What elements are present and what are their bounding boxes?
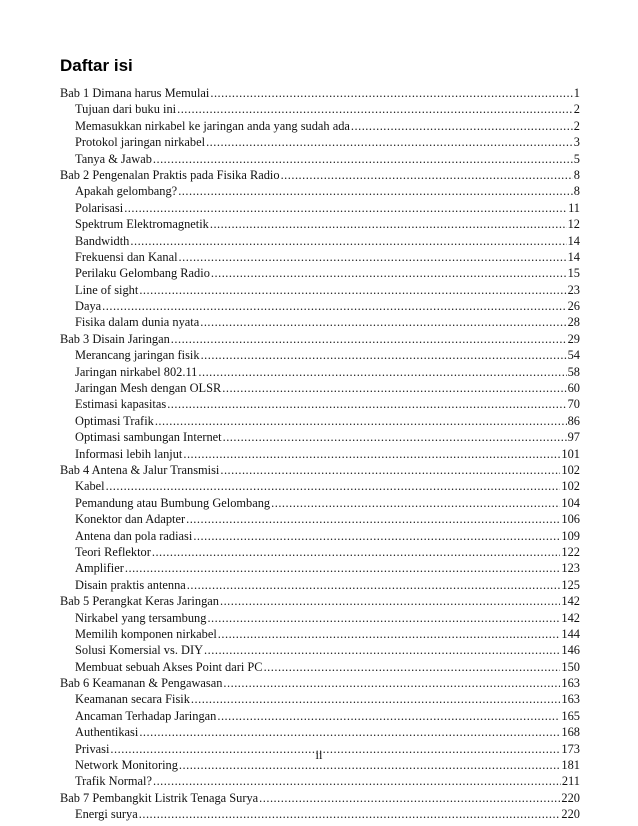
toc-leader-dots xyxy=(220,462,560,478)
toc-section-entry xyxy=(60,396,580,412)
toc-leader-dots xyxy=(207,610,560,626)
toc-section-entry xyxy=(60,626,580,642)
toc-section-entry xyxy=(60,708,580,724)
toc-entry-title: Energi surya xyxy=(75,807,138,822)
toc-section-entry xyxy=(60,118,580,134)
toc-entry-page: 109 xyxy=(561,528,580,543)
toc-leader-dots xyxy=(183,446,560,462)
toc-entry-page: 60 xyxy=(567,381,580,396)
toc-leader-dots xyxy=(153,773,561,789)
toc-entry-title: Keamanan secara Fisik xyxy=(75,692,190,707)
toc-leader-dots xyxy=(124,200,567,216)
toc-entry-title: Amplifier xyxy=(75,561,124,576)
toc-leader-dots xyxy=(139,724,560,740)
toc-leader-dots xyxy=(217,708,560,724)
toc-chapter-entry xyxy=(60,593,580,609)
toc-leader-dots xyxy=(281,167,573,183)
toc-entry-page: 142 xyxy=(561,594,580,609)
toc-entry-page: 150 xyxy=(561,659,580,674)
toc-chapter-entry xyxy=(60,462,580,478)
toc-chapter-entry xyxy=(60,85,580,101)
toc-entry-title: Tanya & Jawab xyxy=(75,151,152,166)
toc-entry-title: Bab 7 Pembangkit Listrik Tenaga Surya xyxy=(60,790,259,805)
toc-entry-title: Informasi lebih lanjut xyxy=(75,446,183,461)
toc-leader-dots xyxy=(211,265,567,281)
toc-leader-dots xyxy=(200,314,566,330)
toc-chapter-entry xyxy=(60,790,580,806)
toc-entry-title: Daya xyxy=(75,299,102,314)
toc-entry-title: Bab 1 Dimana harus Memulai xyxy=(60,86,210,100)
toc-leader-dots xyxy=(167,396,566,412)
toc-entry-title: Bandwidth xyxy=(75,233,130,248)
toc-entry-page: 28 xyxy=(567,315,580,330)
toc-entry-page: 211 xyxy=(561,774,580,789)
toc-section-entry xyxy=(60,151,580,167)
toc-entry-title: Antena dan pola radiasi xyxy=(75,528,193,543)
toc-leader-dots xyxy=(106,478,561,494)
toc-entry-page: 14 xyxy=(567,249,580,264)
toc-entry-page: 123 xyxy=(561,561,580,576)
toc-entry-page: 12 xyxy=(567,217,580,232)
toc-entry-title: Line of sight xyxy=(75,282,139,297)
toc-section-entry xyxy=(60,478,580,494)
toc-entry-page: 54 xyxy=(567,348,580,363)
toc-entry-title: Estimasi kapasitas xyxy=(75,397,167,412)
toc-entry-title: Perilaku Gelombang Radio xyxy=(75,266,210,281)
toc-section-entry xyxy=(60,610,580,626)
toc-entry-page: 101 xyxy=(561,446,580,461)
toc-entry-page: 86 xyxy=(567,413,580,428)
toc-section-entry xyxy=(60,446,580,462)
toc-leader-dots xyxy=(264,659,561,675)
toc-leader-dots xyxy=(259,790,560,806)
toc-entry-title: Bab 5 Perangkat Keras Jaringan xyxy=(60,594,219,609)
toc-section-entry xyxy=(60,528,580,544)
toc-leader-dots xyxy=(177,101,573,117)
toc-section-entry xyxy=(60,577,580,593)
toc-leader-dots xyxy=(191,691,560,707)
toc-leader-dots xyxy=(218,626,561,642)
toc-entry-page: 102 xyxy=(561,479,580,494)
toc-section-entry xyxy=(60,724,580,740)
toc-entry-title: Membuat sebuah Akses Point dari PC xyxy=(75,659,263,674)
toc-entry-title: Kabel xyxy=(75,479,105,494)
toc-section-entry xyxy=(60,200,580,216)
toc-entry-page: 8 xyxy=(573,167,580,182)
toc-entry-title: Optimasi Trafik xyxy=(75,413,154,428)
toc-section-entry xyxy=(60,183,580,199)
toc-section-entry xyxy=(60,691,580,707)
toc-entry-page: 70 xyxy=(567,397,580,412)
toc-section-entry xyxy=(60,511,580,527)
toc-leader-dots xyxy=(178,183,573,199)
toc-leader-dots xyxy=(171,331,567,347)
toc-entry-page: 8 xyxy=(573,184,580,199)
toc-section-entry xyxy=(60,282,580,298)
toc-entry-title: Teori Reflektor xyxy=(75,544,151,559)
toc-entry-page: 11 xyxy=(568,200,580,215)
toc-leader-dots xyxy=(206,134,573,150)
toc-section-entry xyxy=(60,347,580,363)
toc-entry-title: Disain praktis antenna xyxy=(75,577,186,592)
toc-leader-dots xyxy=(102,298,566,314)
toc-entry-page: 2 xyxy=(573,102,580,117)
toc-entry-title: Bab 6 Keamanan & Pengawasan xyxy=(60,676,223,691)
toc-entry-title: Ancaman Terhadap Jaringan xyxy=(75,708,217,723)
toc-leader-dots xyxy=(198,364,566,380)
toc-section-entry xyxy=(60,560,580,576)
toc-leader-dots xyxy=(139,806,561,822)
toc-entry-title: Frekuensi dan Kanal xyxy=(75,249,178,264)
toc-entry-title: Merancang jaringan fisik xyxy=(75,348,200,363)
toc-chapter-entry xyxy=(60,167,580,183)
toc-section-entry xyxy=(60,216,580,232)
toc-entry-page: 58 xyxy=(567,364,580,379)
toc-section-entry xyxy=(60,773,580,789)
toc-entry-page: 5 xyxy=(573,151,580,166)
toc-chapter-entry xyxy=(60,331,580,347)
toc-entry-page: 29 xyxy=(567,331,580,346)
toc-leader-dots xyxy=(130,233,566,249)
toc-entry-page: 125 xyxy=(561,577,580,592)
toc-leader-dots xyxy=(223,429,567,445)
toc-entry-title: Bab 2 Pengenalan Praktis pada Fisika Radio xyxy=(60,167,280,182)
toc-entry-page: 146 xyxy=(561,643,580,658)
toc-section-entry xyxy=(60,806,580,822)
toc-entry-title: Fisika dalam dunia nyata xyxy=(75,315,200,330)
toc-entry-page: 1 xyxy=(573,86,580,100)
toc-entry-page: 165 xyxy=(561,708,580,723)
toc-entry-page: 173 xyxy=(561,741,580,756)
toc-entry-title: Privasi xyxy=(75,741,110,756)
toc-entry-page: 3 xyxy=(573,135,580,150)
toc-section-entry xyxy=(60,659,580,675)
toc-section-entry xyxy=(60,429,580,445)
toc-leader-dots xyxy=(201,347,567,363)
toc-section-entry xyxy=(60,134,580,150)
toc-entry-page: 102 xyxy=(561,462,580,477)
table-of-contents xyxy=(60,85,580,823)
toc-leader-dots xyxy=(222,380,566,396)
toc-entry-page: 220 xyxy=(561,790,580,805)
toc-entry-page: 220 xyxy=(561,807,580,822)
toc-leader-dots xyxy=(271,495,560,511)
toc-entry-page: 23 xyxy=(567,282,580,297)
page-number: ii xyxy=(315,748,323,762)
toc-entry-page: 2 xyxy=(573,118,580,133)
toc-leader-dots xyxy=(155,413,567,429)
toc-entry-title: Polarisasi xyxy=(75,200,124,215)
toc-entry-page: 144 xyxy=(561,626,580,641)
toc-section-entry xyxy=(60,314,580,330)
toc-entry-title: Bab 3 Disain Jaringan xyxy=(60,331,170,346)
toc-section-entry xyxy=(60,364,580,380)
toc-entry-page: 14 xyxy=(567,233,580,248)
toc-entry-title: Memilih komponen nirkabel xyxy=(75,626,217,641)
toc-leader-dots xyxy=(125,560,561,576)
toc-section-entry xyxy=(60,298,580,314)
toc-entry-title: Memasukkan nirkabel ke jaringan anda yang sudah ada xyxy=(75,118,350,133)
toc-entry-title: Apakah gelombang? xyxy=(75,184,178,199)
toc-entry-title: Konektor dan Adapter xyxy=(75,512,186,527)
toc-leader-dots xyxy=(153,151,573,167)
toc-entry-title: Solusi Komersial vs. DIY xyxy=(75,643,204,658)
toc-leader-dots xyxy=(351,118,573,134)
toc-entry-title: Protokol jaringan nirkabel xyxy=(75,135,206,150)
toc-entry-title: Bab 4 Antena & Jalur Transmisi xyxy=(60,462,220,477)
toc-section-entry xyxy=(60,495,580,511)
toc-entry-title: Jaringan Mesh dengan OLSR xyxy=(75,381,222,396)
toc-entry-title: Network Monitoring xyxy=(75,758,178,773)
toc-section-entry xyxy=(60,544,580,560)
toc-entry-title: Trafik Normal? xyxy=(75,774,152,789)
toc-entry-page: 168 xyxy=(561,725,580,740)
toc-leader-dots xyxy=(186,511,560,527)
toc-leader-dots xyxy=(210,85,572,101)
toc-section-entry xyxy=(60,249,580,265)
toc-leader-dots xyxy=(220,593,560,609)
toc-entry-title: Authentikasi xyxy=(75,725,139,740)
toc-leader-dots xyxy=(223,675,560,691)
toc-section-entry xyxy=(60,413,580,429)
toc-leader-dots xyxy=(187,577,561,593)
toc-entry-page: 163 xyxy=(561,692,580,707)
toc-entry-title: Optimasi sambungan Internet xyxy=(75,430,222,445)
toc-entry-page: 163 xyxy=(561,676,580,691)
toc-leader-dots xyxy=(210,216,567,232)
toc-entry-page: 104 xyxy=(561,495,580,510)
toc-entry-page: 142 xyxy=(561,610,580,625)
toc-leader-dots xyxy=(204,642,560,658)
toc-leader-dots xyxy=(193,528,560,544)
toc-section-entry xyxy=(60,642,580,658)
toc-entry-page: 181 xyxy=(561,758,580,773)
toc-entry-page: 26 xyxy=(567,299,580,314)
toc-entry-title: Spektrum Elektromagnetik xyxy=(75,217,209,232)
toc-entry-title: Tujuan dari buku ini xyxy=(75,102,177,117)
toc-section-entry xyxy=(60,265,580,281)
page-title: Daftar isi xyxy=(60,56,133,75)
toc-entry-title: Pemandung atau Bumbung Gelombang xyxy=(75,495,271,510)
toc-section-entry xyxy=(60,233,580,249)
toc-section-entry xyxy=(60,101,580,117)
toc-leader-dots xyxy=(179,249,567,265)
toc-entry-page: 106 xyxy=(561,512,580,527)
toc-leader-dots xyxy=(152,544,561,560)
toc-entry-page: 122 xyxy=(561,544,580,559)
toc-entry-page: 97 xyxy=(567,430,580,445)
toc-section-entry xyxy=(60,380,580,396)
toc-chapter-entry xyxy=(60,675,580,691)
toc-entry-title: Jaringan nirkabel 802.11 xyxy=(75,364,198,379)
toc-leader-dots xyxy=(139,282,566,298)
toc-entry-page: 15 xyxy=(567,266,580,281)
toc-entry-title: Nirkabel yang tersambung xyxy=(75,610,207,625)
